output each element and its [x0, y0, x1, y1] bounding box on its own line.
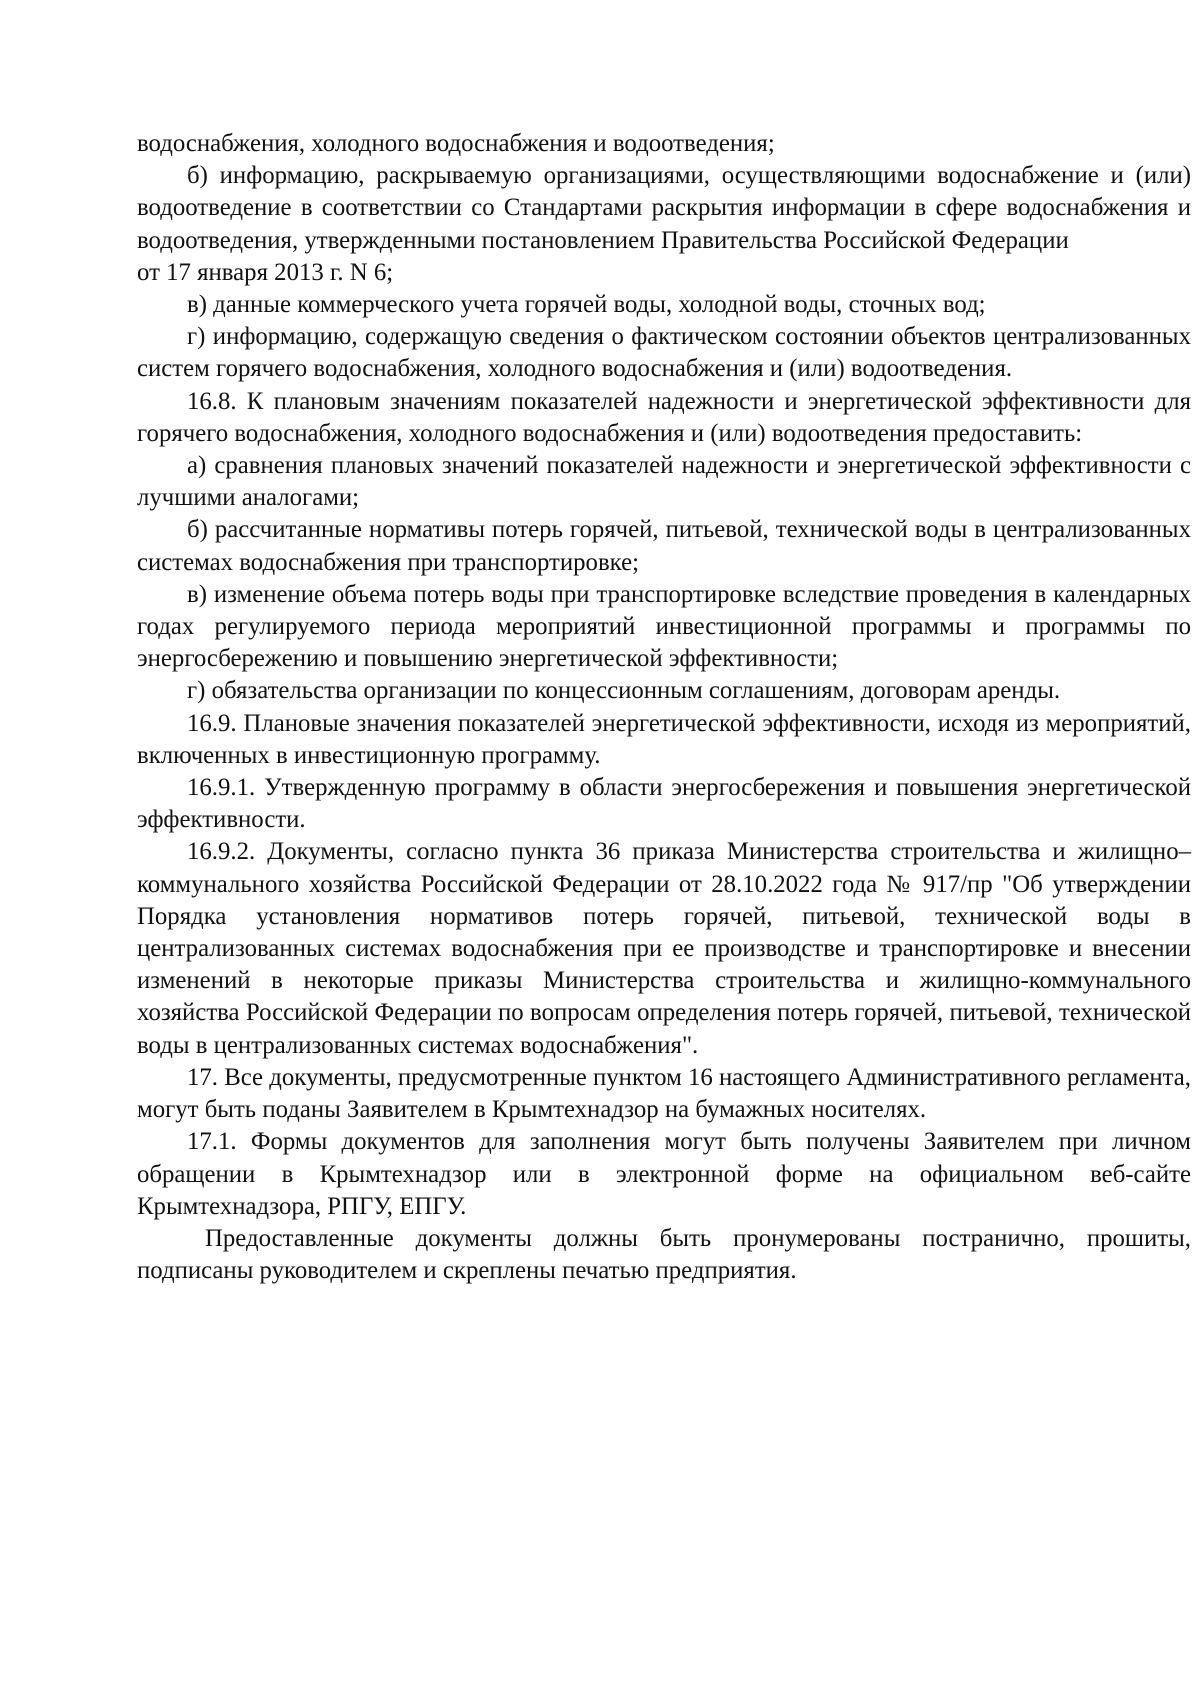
paragraph-16-8-b: б) рассчитанные нормативы потерь горячей, питьевой, технической воды в централизованных системах водоснабжения при транспортировке;	[137, 516, 1191, 576]
paragraph-item-b-disclosure: б) информацию, раскрываемую организациями, осуществляющими водоснабжение и (или) водоотведение в соответствии со Стандартами раскрытия информации в сфере водоснабжения и водоотведения, утвержденными постановлением Правительства Российской Федерации	[137, 162, 1191, 254]
paragraph-16-9-2: 16.9.2. Документы, согласно пункта 36 приказа Министерства строительства и жилищно–коммунального хозяйства Российской Федерации от 28.10.2022 года № 917/пр "Об утверждении Порядка установления нормативов потерь горячей, питьевой, технической воды в централизованных системах водоснабжения при ее производстве и транспортировке и внесении изменений в некоторые приказы Министерства строительства и жилищно-коммунального хозяйства Российской Федерации по вопросам определения потерь горячей, питьевой, технической воды в централизованных системах водоснабжения".	[137, 838, 1191, 1059]
paragraph-item-g-state-info: г) информацию, содержащую сведения о фактическом состоянии объектов централизованных систем горячего водоснабжения, холодного водоснабжения и (или) водоотведения.	[137, 323, 1191, 383]
paragraph-16-8-a: а) сравнения плановых значений показателей надежности и энергетической эффективности с лучшими аналогами;	[137, 452, 1191, 512]
paragraph-16-9: 16.9. Плановые значения показателей энергетической эффективности, исходя из мероприятий, включенных в инвестиционную программу.	[137, 709, 1191, 769]
paragraph-17-1: 17.1. Формы документов для заполнения могут быть получены Заявителем при личном обращении в Крымтехнадзор или в электронной форме на официальном веб-сайте Крымтехнадзора, РПГУ, ЕПГУ.	[137, 1128, 1191, 1220]
paragraph-16-8: 16.8. К плановым значениям показателей надежности и энергетической эффективности для горячего водоснабжения, холодного водоснабжения и (или) водоотведения предоставить:	[137, 387, 1191, 447]
paragraph-16-8-v: в) изменение объема потерь воды при транспортировке вследствие проведения в календарных годах регулируемого периода мероприятий инвестиционной программы и программы по энергосбережению и повышению энергетической эффективности;	[137, 580, 1191, 673]
paragraph-decree-date: от 17 января 2013 г. N 6;	[137, 258, 394, 286]
paragraph-submission-requirements: Предоставленные документы должны быть пронумерованы постранично, прошиты, подписаны руководителем и скреплены печатью предприятия.	[137, 1224, 1191, 1285]
paragraph-16-9-1: 16.9.1. Утвержденную программу в области энергосбережения и повышения энергетической эффективности.	[137, 774, 1191, 834]
paragraph-17: 17. Все документы, предусмотренные пунктом 16 настоящего Административного регламента, могут быть поданы Заявителем в Крымтехнадзор на бумажных носителях.	[137, 1063, 1191, 1124]
document-page	[137, 128, 1191, 1287]
paragraph-item-v-metering: в) данные коммерческого учета горячей воды, холодной воды, сточных вод;	[187, 291, 986, 319]
paragraph-16-8-g: г) обязательства организации по концессионным соглашениям, договорам аренды.	[187, 677, 1061, 705]
paragraph-continuation: водоснабжения, холодного водоснабжения и водоотведения;	[137, 130, 775, 157]
